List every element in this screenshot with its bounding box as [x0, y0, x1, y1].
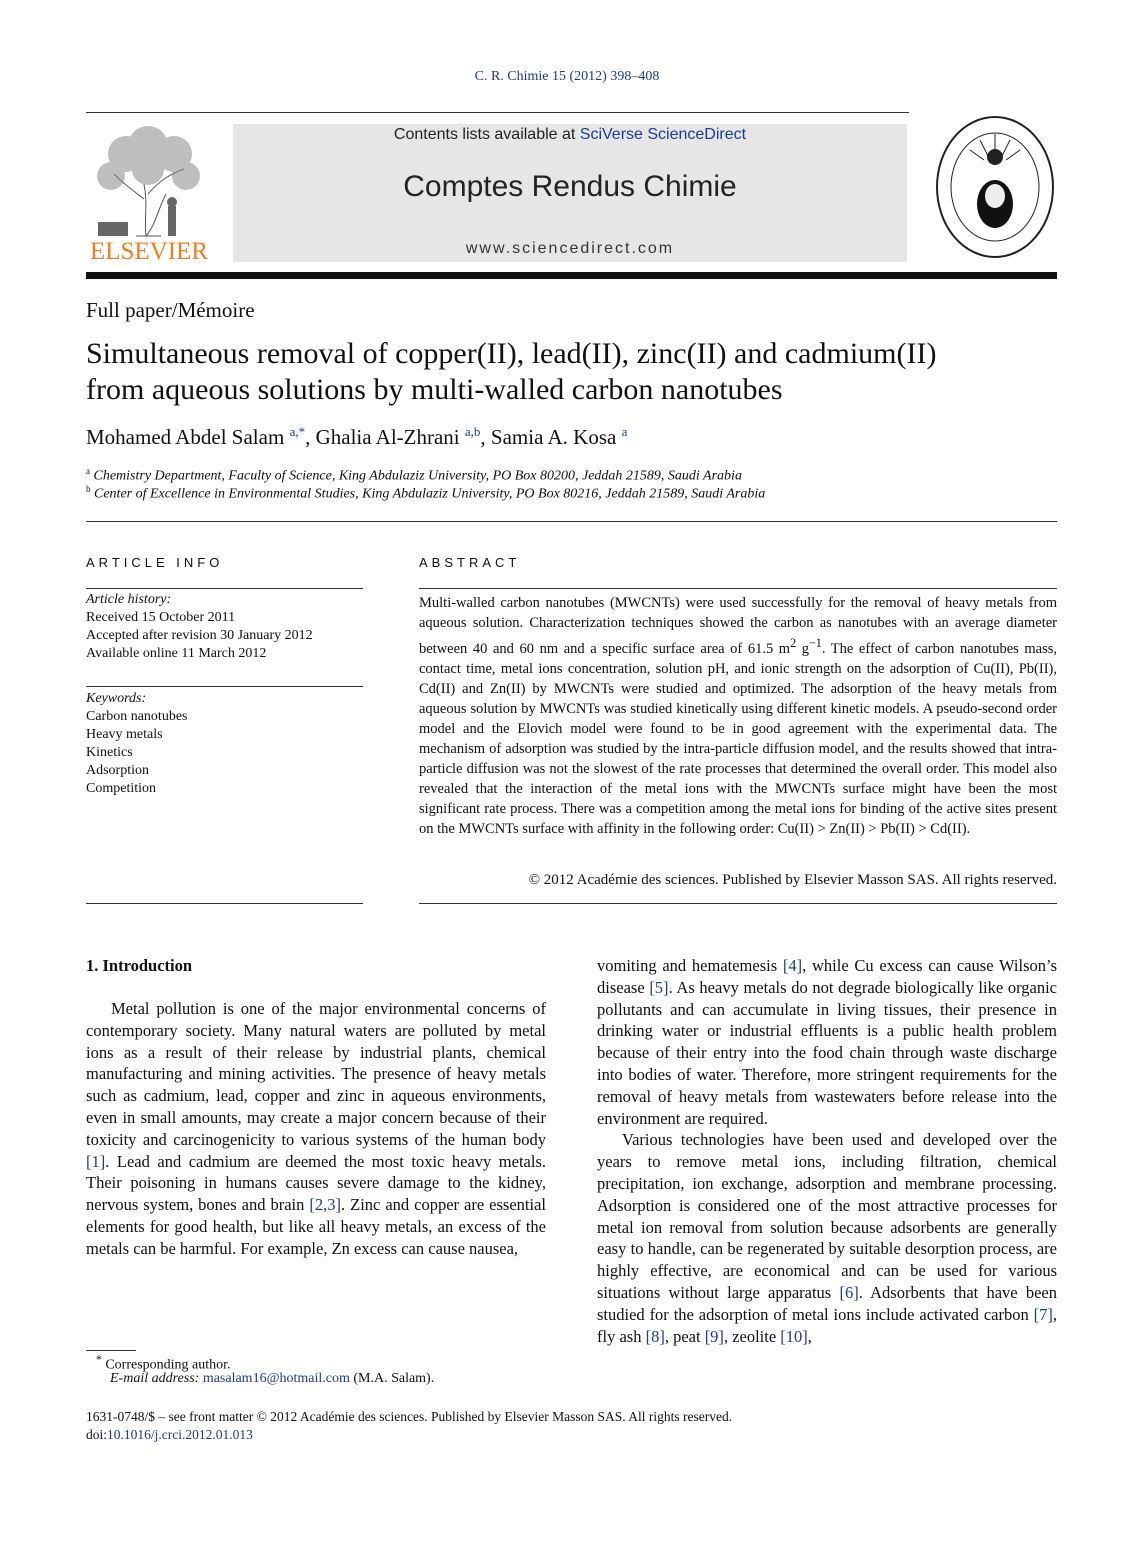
abstract-superscript: 2 [790, 636, 797, 650]
text-run: , [807, 1326, 812, 1346]
reference-link[interactable]: [9] [704, 1326, 724, 1346]
abstract-label: ABSTRACT [419, 555, 521, 570]
author-affil-link[interactable]: a,b [464, 424, 481, 439]
article-history [86, 591, 363, 663]
reference-link[interactable]: [6] [839, 1282, 859, 1302]
email-note [110, 1371, 434, 1387]
text-run: Various technologies have been used and developed over the years to remove metal ions, including filtration, chemical precipitation, ion exchange, adsorption and membrane processing. Adsorption is considered one of the most attractive processes for metal ion removal from solution because adsorbents are generally easy to handle, can be regenerated by suitable desorption process, are highly effective, are economical and can be used for various situations without large apparatus [597, 1130, 1057, 1302]
abstract-superscript: −1 [808, 636, 822, 650]
author-separator: , [305, 425, 316, 449]
history-accepted: Accepted after revision 30 January 2012 [86, 628, 313, 643]
section-heading-introduction: 1. Introduction [86, 956, 193, 975]
abstract-part: . The effect of carbon nanotubes mass, contact time, metal ions concentration, solution pH, and ionic strength on the adsorption of Cu(II), Pb(II), Cd(II) and Zn(II) by MWCNTs were studied and optimized. The adsorption of the heavy metals from aqueous solution by MWCNTs was studied kinetically using different kinetic models. A pseudo-second order model and the Elovich model were found to be in good agreement with the experimental data. The mechanism of adsorption was studied by the intra-particle diffusion model, and the results showed that intra-particle diffusion was not the slowest of the rate processes that determined the overall order. This model also revealed that the interaction of the metal ions with the MWCNTs surface might have been the most significant rate process. There was a competition among the metal ions for binding of the active sites present on the MWCNTs surface with affinity in the following order: Cu(II) > Zn(II) > Pb(II) > Cd(II). [419, 640, 1057, 837]
text-run: vomiting and hematemesis [597, 956, 783, 975]
author-affil-link[interactable]: a,* [289, 424, 306, 439]
author-name: Ghalia Al-Zhrani [315, 425, 460, 449]
keyword-item: Adsorption [86, 763, 149, 778]
keywords-head: Keywords: [86, 691, 147, 706]
keyword-item: Kinetics [86, 745, 133, 760]
article-info-bottom-rule [86, 903, 363, 904]
reference-link[interactable]: [4] [782, 956, 803, 975]
email-link[interactable]: masalam16@hotmail.com [202, 1371, 350, 1386]
elsevier-wordmark: ELSEVIER [89, 238, 209, 265]
keyword-item: Heavy metals [86, 727, 163, 742]
keywords-block [86, 690, 363, 798]
affiliation-text: Center of Excellence in Environmental Studies, King Abdulaziz University, PO Box 80216, Jeddah 21589, Saudi Arabia [94, 486, 766, 502]
meta-rule [86, 521, 1057, 522]
history-received: Received 15 October 2011 [86, 610, 236, 625]
footnote-text: Corresponding author. [105, 1357, 231, 1373]
doi-line [86, 1427, 253, 1443]
reference-link[interactable]: [1] [86, 1151, 106, 1171]
keyword-item: Carbon nanotubes [86, 709, 188, 724]
abstract-bottom-rule [419, 903, 1057, 904]
text-run: . Lead and cadmium are deemed the most toxic heavy metals. Their poisoning in humans causes severe damage to the kidney, nervous system, bones and brain [86, 1151, 546, 1215]
footnote-rule [86, 1350, 136, 1351]
reference-link[interactable]: [5] [649, 977, 669, 997]
author-affil-link[interactable]: a [621, 424, 628, 439]
academie-seal-icon [930, 112, 1060, 262]
abstract-rule [419, 588, 1057, 589]
intro-right-column [597, 955, 1057, 1347]
intro-paragraph [597, 955, 1057, 1129]
keywords-rule [86, 686, 363, 687]
header-thick-rule [86, 272, 1057, 279]
affiliation-a [86, 466, 742, 485]
affiliation-b [86, 484, 765, 503]
text-run: , fly ash [597, 1304, 1057, 1346]
abstract-text [419, 593, 1057, 839]
article-info-label: ARTICLE INFO [86, 555, 224, 570]
text-run: , zeolite [723, 1326, 781, 1346]
intro-paragraph [597, 1129, 1057, 1347]
reference-link[interactable]: [10] [780, 1326, 808, 1346]
affiliation-mark: b [86, 484, 91, 494]
abstract-copyright: © 2012 Académie des sciences. Published by Elsevier Masson SAS. All rights reserved. [528, 872, 1057, 888]
reference-link[interactable]: [8] [645, 1326, 665, 1346]
text-run: . As heavy metals do not degrade biologically like organic pollutants and can accumulate in living tissues, their presence in drinking water or industrial effluents is a public health problem because of their entry into the food chain through waste discharge into bodies of water. Therefore, more stringent requirements for the removal of heavy metals from wastewaters before release into the environment are required. [597, 977, 1057, 1128]
intro-left-column [86, 998, 546, 1260]
header-rule [86, 112, 909, 113]
title-line-1: Simultaneous removal of copper(II), lead(II), zinc(II) and cadmium(II) [86, 337, 937, 370]
email-label: E-mail address: [110, 1371, 203, 1386]
journal-title: Comptes Rendus Chimie [403, 170, 737, 203]
text-run: . Zinc and copper are essential elements for good health, but like all heavy metals, an excess of the metals can be harmful. For example, Zn excess can cause nausea, [86, 1195, 546, 1258]
reference-link[interactable]: [7] [1033, 1304, 1053, 1324]
contents-line [233, 126, 907, 144]
affiliation-text: Chemistry Department, Faculty of Science, King Abdulaziz University, PO Box 80200, Jeddah 21589, Saudi Arabia [93, 468, 742, 484]
contents-prefix: Contents lists available at [393, 126, 580, 143]
author-list [86, 424, 627, 450]
author-name: Mohamed Abdel Salam [86, 425, 285, 449]
footnote-mark: * [96, 1353, 102, 1366]
issn-line: 1631-0748/$ – see front matter © 2012 Académie des sciences. Published by Elsevier Masson SAS. All rights reserved. [86, 1409, 733, 1424]
reference-link[interactable]: [2,3] [309, 1195, 341, 1215]
article-type: Full paper/Mémoire [86, 298, 255, 322]
author-name: Samia A. Kosa [490, 425, 617, 449]
history-head: Article history: [86, 592, 172, 607]
abstract-part: Multi-walled carbon nanotubes (MWCNTs) were used successfully for the removal of heavy metals from aqueous solution. Characterization techniques showed the carbon as nanotubes with an average diameter between 40 and 60 nm and a specific surface area of 61.5 m [419, 595, 1057, 657]
journal-citation[interactable]: C. R. Chimie 15 (2012) 398–408 [474, 69, 660, 84]
text-run: , peat [664, 1326, 705, 1346]
keyword-item: Competition [86, 781, 156, 796]
article-title [86, 336, 1057, 408]
article-info-rule [86, 588, 363, 589]
email-suffix: (M.A. Salam). [349, 1371, 435, 1386]
doi-prefix: doi: [86, 1427, 108, 1442]
intro-paragraph [86, 998, 546, 1260]
history-online: Available online 11 March 2012 [86, 646, 267, 661]
affiliation-mark: a [86, 466, 90, 476]
doi-link[interactable]: 10.1016/j.crci.2012.01.013 [107, 1427, 253, 1442]
abstract-part: g [796, 640, 809, 657]
sciencedirect-link[interactable]: SciVerse ScienceDirect [579, 126, 747, 143]
text-run: , while Cu excess can cause Wilson’s disease [597, 956, 1057, 997]
journal-url[interactable]: www.sciencedirect.com [465, 240, 675, 257]
author-separator: , [480, 425, 491, 449]
text-run: Metal pollution is one of the major environmental concerns of contemporary society. Many natural waters are polluted by metal ions as a result of their release by industrial plants, chemical manufacturing and mining activities. The presence of heavy metals such as cadmium, lead, copper and zinc in aqueous environments, even in small amounts, may create a major concern because of their toxicity and carcinogenicity to various systems of the human body [86, 999, 546, 1149]
text-run: . Adsorbents that have been studied for the adsorption of metal ions include activated carbon [597, 1282, 1057, 1324]
title-line-2: from aqueous solutions by multi-walled carbon nanotubes [86, 373, 783, 406]
